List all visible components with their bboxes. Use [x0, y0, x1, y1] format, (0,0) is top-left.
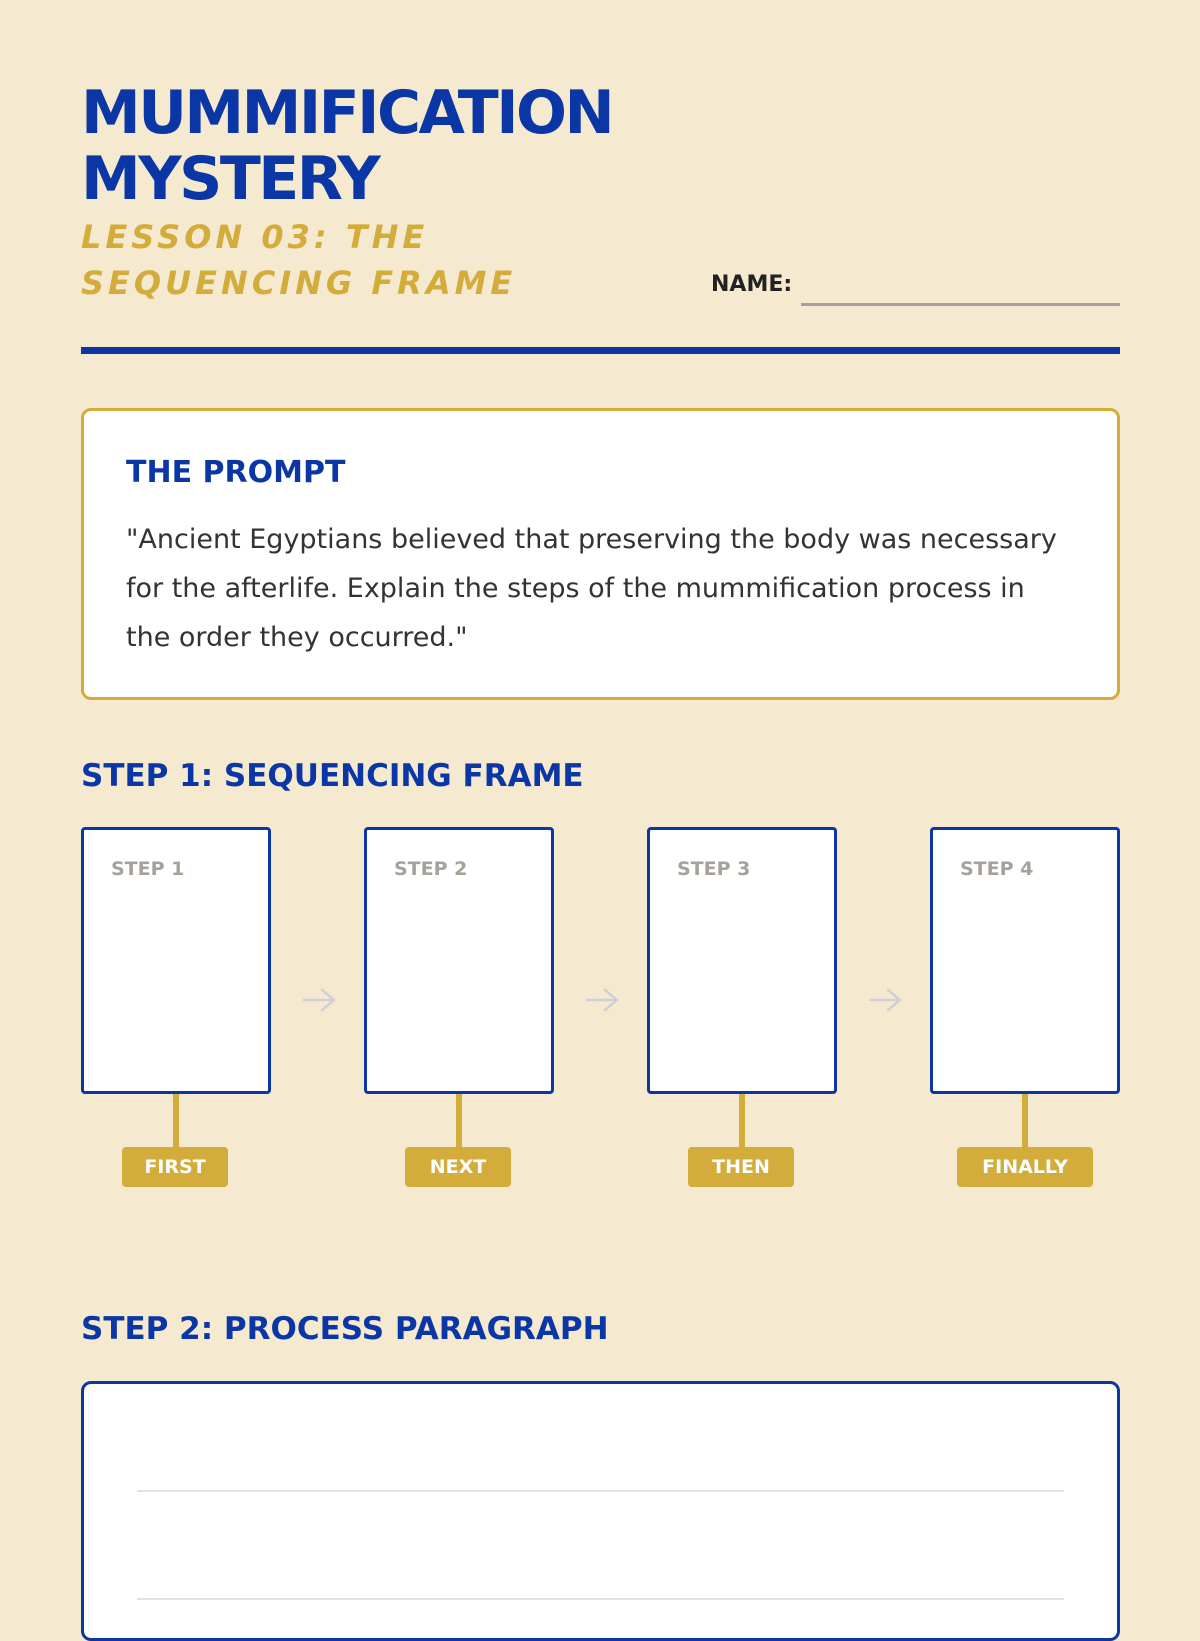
step-box-label: STEP 2 [394, 858, 468, 880]
tag-connector [456, 1094, 462, 1152]
transition-tag-first: FIRST [122, 1147, 228, 1187]
sequencing-frame-heading: STEP 1: SEQUENCING FRAME [81, 758, 584, 794]
tag-connector [173, 1094, 179, 1152]
name-label: NAME: [711, 272, 793, 297]
worksheet-title: MUMMIFICATION MYSTERY [81, 78, 613, 214]
prompt-heading: THE PROMPT [126, 455, 346, 490]
name-field-line[interactable] [801, 303, 1120, 306]
step-box-4[interactable] [930, 827, 1120, 1094]
lesson-subtitle: LESSON 03: THE SEQUENCING FRAME [81, 218, 517, 302]
step-box-label: STEP 1 [111, 858, 185, 880]
transition-tag-then: THEN [688, 1147, 794, 1187]
step-box-1[interactable] [81, 827, 271, 1094]
tag-connector [1022, 1094, 1028, 1152]
step-box-label: STEP 3 [677, 858, 751, 880]
prompt-text: "Ancient Egyptians believed that preserving the body was necessary for the afterlife. Explain the steps of the mummification process in the order they occurred." [126, 524, 1057, 653]
step-box-label: STEP 4 [960, 858, 1034, 880]
process-paragraph-box[interactable] [81, 1381, 1120, 1641]
transition-tag-next: NEXT [405, 1147, 511, 1187]
worksheet-page [81, 0, 1120, 1600]
prompt-card [81, 408, 1120, 700]
sequencing-frame [81, 827, 1120, 1187]
process-paragraph-heading: STEP 2: PROCESS PARAGRAPH [81, 1311, 609, 1347]
header-divider [81, 347, 1120, 354]
writing-line [137, 1490, 1064, 1492]
arrow-right-icon [583, 985, 623, 1015]
arrow-right-icon [300, 985, 340, 1015]
transition-tag-finally: FINALLY [957, 1147, 1093, 1187]
step-box-2[interactable] [364, 827, 554, 1094]
arrow-right-icon [866, 985, 906, 1015]
tag-connector [739, 1094, 745, 1152]
step-box-3[interactable] [647, 827, 837, 1094]
worksheet-header [81, 80, 1120, 360]
